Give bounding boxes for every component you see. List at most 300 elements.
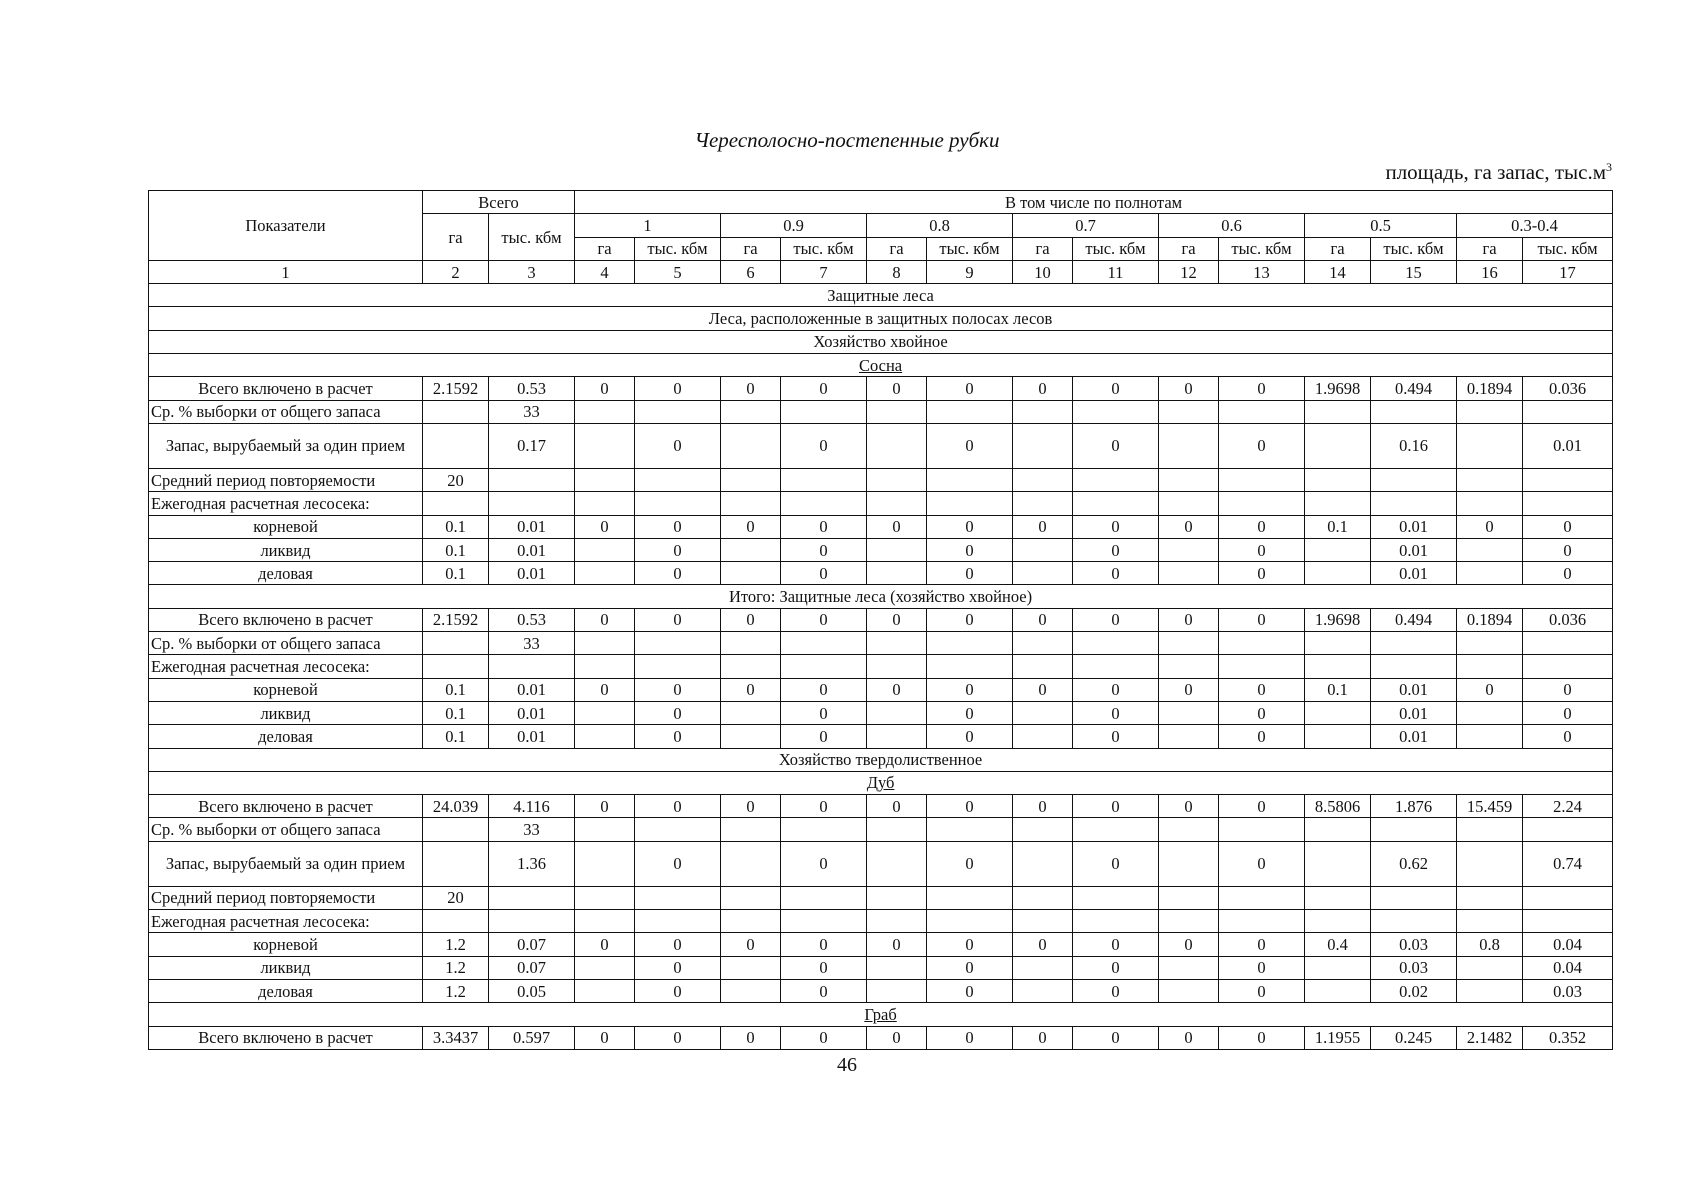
table-cell bbox=[1305, 979, 1371, 1002]
table-cell: 0 bbox=[1073, 841, 1159, 886]
table-cell bbox=[781, 818, 867, 841]
row-label: деловая bbox=[149, 562, 423, 585]
table-cell bbox=[1013, 818, 1073, 841]
table-cell: 0 bbox=[1523, 725, 1613, 748]
table-cell: 0 bbox=[721, 1026, 781, 1049]
section-title-text: Хозяйство твердолиственное bbox=[778, 750, 983, 770]
table-cell bbox=[1457, 492, 1523, 515]
table-cell bbox=[575, 492, 635, 515]
table-cell: 0.01 bbox=[489, 725, 575, 748]
table-cell bbox=[1371, 818, 1457, 841]
table-cell bbox=[575, 632, 635, 655]
table-cell bbox=[575, 423, 635, 468]
table-cell: 0 bbox=[867, 1026, 927, 1049]
table-row bbox=[149, 655, 1613, 678]
table-cell: 0.1 bbox=[423, 701, 489, 724]
table-cell: 0 bbox=[1219, 701, 1305, 724]
table-cell: 0.8 bbox=[1457, 933, 1523, 956]
column-number: 12 bbox=[1159, 260, 1219, 283]
row-label: Всего включено в расчет bbox=[149, 608, 423, 631]
table-cell: 1.9698 bbox=[1305, 608, 1371, 631]
table-cell: 0 bbox=[781, 725, 867, 748]
table-cell bbox=[1457, 400, 1523, 423]
table-row bbox=[149, 701, 1613, 724]
table-cell: 0 bbox=[927, 538, 1013, 561]
table-cell: 0.1894 bbox=[1457, 608, 1523, 631]
header-unit-ths: тыс. кбм bbox=[1219, 237, 1305, 260]
table-row bbox=[149, 795, 1613, 818]
table-cell bbox=[1305, 632, 1371, 655]
table-cell: 0 bbox=[1219, 841, 1305, 886]
table-cell: 0.01 bbox=[1371, 678, 1457, 701]
table-cell: 0.036 bbox=[1523, 608, 1613, 631]
table-cell bbox=[1159, 492, 1219, 515]
table-cell bbox=[575, 400, 635, 423]
table-cell: 0 bbox=[1219, 979, 1305, 1002]
table-cell: 0.01 bbox=[489, 515, 575, 538]
row-label: ликвид bbox=[149, 701, 423, 724]
header-unit-ths: тыс. кбм bbox=[1523, 237, 1613, 260]
table-cell bbox=[1013, 400, 1073, 423]
table-cell bbox=[1013, 725, 1073, 748]
table-cell: 0.1894 bbox=[1457, 377, 1523, 400]
table-cell bbox=[575, 956, 635, 979]
table-cell: 0 bbox=[1219, 1026, 1305, 1049]
table-cell: 0.16 bbox=[1371, 423, 1457, 468]
table-cell bbox=[927, 492, 1013, 515]
table-cell: 3.3437 bbox=[423, 1026, 489, 1049]
table-row bbox=[149, 933, 1613, 956]
table-cell bbox=[721, 400, 781, 423]
section-row bbox=[149, 585, 1613, 608]
row-label: ликвид bbox=[149, 538, 423, 561]
table-cell bbox=[1013, 492, 1073, 515]
table-cell bbox=[1013, 538, 1073, 561]
table-cell: 0 bbox=[1013, 608, 1073, 631]
table-cell: 0.1 bbox=[423, 515, 489, 538]
header-unit-ths: тыс. кбм bbox=[1073, 237, 1159, 260]
table-cell: 0 bbox=[635, 377, 721, 400]
table-cell: 15.459 bbox=[1457, 795, 1523, 818]
table-cell bbox=[1159, 818, 1219, 841]
table-cell: 0 bbox=[927, 979, 1013, 1002]
table-cell bbox=[1073, 818, 1159, 841]
table-cell bbox=[927, 655, 1013, 678]
table-cell: 0 bbox=[927, 515, 1013, 538]
table-cell bbox=[781, 655, 867, 678]
column-number: 17 bbox=[1523, 260, 1613, 283]
table-cell: 0.01 bbox=[1371, 725, 1457, 748]
table-cell: 0 bbox=[927, 795, 1013, 818]
table-row bbox=[149, 515, 1613, 538]
header-density: 0.9 bbox=[721, 214, 867, 237]
table-cell bbox=[1523, 400, 1613, 423]
row-label: Ежегодная расчетная лесосека: bbox=[149, 655, 423, 678]
table-cell bbox=[1159, 701, 1219, 724]
table-cell: 0 bbox=[867, 377, 927, 400]
table-cell: 0.01 bbox=[489, 701, 575, 724]
table-cell: 0 bbox=[927, 701, 1013, 724]
table-cell bbox=[927, 886, 1013, 909]
table-cell: 0 bbox=[575, 515, 635, 538]
table-cell bbox=[575, 468, 635, 491]
table-cell bbox=[1159, 562, 1219, 585]
table-cell bbox=[721, 886, 781, 909]
table-cell bbox=[1457, 655, 1523, 678]
row-label: корневой bbox=[149, 678, 423, 701]
table-cell bbox=[489, 655, 575, 678]
table-row bbox=[149, 538, 1613, 561]
table-cell bbox=[1305, 538, 1371, 561]
page-number: 46 bbox=[837, 1054, 857, 1076]
table-cell bbox=[635, 886, 721, 909]
row-label: Ежегодная расчетная лесосека: bbox=[149, 492, 423, 515]
table-cell: 0 bbox=[1013, 678, 1073, 701]
table-cell: 33 bbox=[489, 818, 575, 841]
section-row bbox=[149, 771, 1613, 794]
table-row bbox=[149, 678, 1613, 701]
table-cell bbox=[1013, 886, 1073, 909]
table-cell bbox=[1159, 841, 1219, 886]
table-cell: 0 bbox=[781, 377, 867, 400]
header-density: 1 bbox=[575, 214, 721, 237]
table-cell bbox=[423, 423, 489, 468]
column-number: 6 bbox=[721, 260, 781, 283]
table-row bbox=[149, 886, 1613, 909]
table-cell bbox=[781, 886, 867, 909]
table-cell: 0 bbox=[1073, 795, 1159, 818]
table-cell: 0 bbox=[1073, 1026, 1159, 1049]
table-cell bbox=[721, 655, 781, 678]
column-number: 15 bbox=[1371, 260, 1457, 283]
table-cell bbox=[1457, 956, 1523, 979]
table-cell: 24.039 bbox=[423, 795, 489, 818]
table-cell bbox=[1371, 655, 1457, 678]
table-cell: 0 bbox=[1073, 377, 1159, 400]
section-row bbox=[149, 330, 1613, 353]
table-cell bbox=[1305, 423, 1371, 468]
table-cell bbox=[721, 492, 781, 515]
table-cell bbox=[1457, 910, 1523, 933]
table-cell: 0 bbox=[781, 562, 867, 585]
table-row bbox=[149, 608, 1613, 631]
table-cell: 0 bbox=[867, 795, 927, 818]
table-cell bbox=[1371, 886, 1457, 909]
table-cell bbox=[1305, 910, 1371, 933]
table-row bbox=[149, 632, 1613, 655]
table-cell bbox=[1371, 468, 1457, 491]
table-cell: 0 bbox=[1523, 562, 1613, 585]
table-cell bbox=[1013, 979, 1073, 1002]
table-cell bbox=[1073, 886, 1159, 909]
table-cell: 0.07 bbox=[489, 956, 575, 979]
table-cell: 0 bbox=[1159, 608, 1219, 631]
table-cell bbox=[867, 818, 927, 841]
table-cell bbox=[423, 400, 489, 423]
table-cell bbox=[489, 492, 575, 515]
table-cell: 0 bbox=[1219, 608, 1305, 631]
table-cell bbox=[423, 655, 489, 678]
section-title bbox=[149, 354, 1613, 377]
table-cell bbox=[1305, 841, 1371, 886]
table-cell bbox=[1457, 701, 1523, 724]
table-cell: 0 bbox=[1013, 933, 1073, 956]
table-cell bbox=[927, 818, 1013, 841]
table-cell: 0 bbox=[721, 608, 781, 631]
table-cell: 0 bbox=[781, 1026, 867, 1049]
table-cell: 1.2 bbox=[423, 956, 489, 979]
table-cell: 0 bbox=[1523, 515, 1613, 538]
column-number: 16 bbox=[1457, 260, 1523, 283]
table-cell: 0 bbox=[1073, 423, 1159, 468]
table-cell bbox=[867, 910, 927, 933]
page-title: Чересполосно-постепенные рубки bbox=[694, 128, 1000, 152]
table-cell bbox=[1219, 655, 1305, 678]
table-cell: 0 bbox=[1159, 1026, 1219, 1049]
table-cell bbox=[867, 562, 927, 585]
table-cell bbox=[575, 818, 635, 841]
row-label: Ср. % выборки от общего запаса bbox=[149, 818, 423, 841]
table-cell bbox=[721, 562, 781, 585]
table-cell: 0 bbox=[781, 701, 867, 724]
row-label: Запас, вырубаемый за один прием bbox=[149, 841, 423, 886]
table-row bbox=[149, 818, 1613, 841]
section-title bbox=[149, 307, 1613, 330]
table-cell bbox=[635, 632, 721, 655]
table-cell: 0 bbox=[781, 538, 867, 561]
table-cell bbox=[489, 886, 575, 909]
section-row bbox=[149, 284, 1613, 307]
row-label: Запас, вырубаемый за один прием bbox=[149, 423, 423, 468]
table-cell: 0 bbox=[1219, 538, 1305, 561]
section-title-text: Защитные леса bbox=[827, 285, 934, 305]
table-row bbox=[149, 468, 1613, 491]
table-cell: 0.597 bbox=[489, 1026, 575, 1049]
column-number: 10 bbox=[1013, 260, 1073, 283]
table-cell bbox=[1219, 886, 1305, 909]
table-cell: 0 bbox=[635, 795, 721, 818]
table-cell: 2.1592 bbox=[423, 608, 489, 631]
table-cell: 0.036 bbox=[1523, 377, 1613, 400]
table-cell bbox=[927, 468, 1013, 491]
table-cell: 0.1 bbox=[423, 725, 489, 748]
table-cell bbox=[1013, 655, 1073, 678]
table-cell: 0 bbox=[1523, 538, 1613, 561]
table-cell bbox=[1159, 655, 1219, 678]
table-cell bbox=[1457, 886, 1523, 909]
table-cell: 0 bbox=[927, 377, 1013, 400]
units-text: площадь, га запас, тыс.м bbox=[1385, 160, 1606, 184]
table-cell: 0 bbox=[781, 841, 867, 886]
table-cell: 33 bbox=[489, 632, 575, 655]
table-cell: 0.17 bbox=[489, 423, 575, 468]
table-cell bbox=[721, 979, 781, 1002]
table-cell bbox=[867, 655, 927, 678]
table-cell bbox=[721, 538, 781, 561]
header-unit-ha: га bbox=[721, 237, 781, 260]
table-cell: 0 bbox=[927, 933, 1013, 956]
header-unit-ha: га bbox=[1159, 237, 1219, 260]
table-cell bbox=[1013, 701, 1073, 724]
table-cell bbox=[635, 818, 721, 841]
table-cell bbox=[489, 468, 575, 491]
table-cell bbox=[721, 632, 781, 655]
table-cell: 0 bbox=[1073, 678, 1159, 701]
table-cell: 0.494 bbox=[1371, 377, 1457, 400]
column-number: 2 bbox=[423, 260, 489, 283]
table-cell: 0 bbox=[1219, 562, 1305, 585]
table-cell bbox=[1523, 468, 1613, 491]
table-cell bbox=[635, 492, 721, 515]
table-cell: 0 bbox=[635, 562, 721, 585]
table-cell bbox=[1219, 492, 1305, 515]
row-label: корневой bbox=[149, 515, 423, 538]
table-cell: 0.01 bbox=[1523, 423, 1613, 468]
header-including: В том числе по полнотам bbox=[575, 191, 1613, 214]
table-cell bbox=[721, 468, 781, 491]
header-unit-ha: га bbox=[1013, 237, 1073, 260]
table-cell bbox=[781, 632, 867, 655]
table-cell bbox=[867, 423, 927, 468]
table-cell: 0.245 bbox=[1371, 1026, 1457, 1049]
table-cell bbox=[1013, 956, 1073, 979]
table-cell: 0 bbox=[1013, 795, 1073, 818]
table-cell bbox=[721, 725, 781, 748]
table-cell bbox=[867, 538, 927, 561]
table-cell: 0 bbox=[1457, 678, 1523, 701]
table-cell: 0 bbox=[635, 841, 721, 886]
table-cell: 0 bbox=[1457, 515, 1523, 538]
table-cell bbox=[1523, 632, 1613, 655]
table-cell bbox=[1371, 632, 1457, 655]
table-cell bbox=[1523, 910, 1613, 933]
table-cell: 0.03 bbox=[1523, 979, 1613, 1002]
column-number: 7 bbox=[781, 260, 867, 283]
table-cell bbox=[1219, 632, 1305, 655]
table-cell bbox=[867, 841, 927, 886]
header-density: 0.6 bbox=[1159, 214, 1305, 237]
table-cell: 0.62 bbox=[1371, 841, 1457, 886]
column-number: 9 bbox=[927, 260, 1013, 283]
table-cell: 0 bbox=[867, 933, 927, 956]
table-cell: 0.04 bbox=[1523, 933, 1613, 956]
table-cell bbox=[1013, 632, 1073, 655]
table-cell bbox=[867, 725, 927, 748]
section-title-text: Леса, расположенные в защитных полосах лесов bbox=[708, 309, 1053, 329]
table-cell bbox=[781, 468, 867, 491]
table-cell: 4.116 bbox=[489, 795, 575, 818]
table-row bbox=[149, 400, 1613, 423]
table-cell bbox=[1159, 468, 1219, 491]
table-cell bbox=[1371, 910, 1457, 933]
table-cell: 0 bbox=[867, 678, 927, 701]
table-cell: 0.53 bbox=[489, 377, 575, 400]
table-cell bbox=[1219, 468, 1305, 491]
table-cell bbox=[1159, 423, 1219, 468]
table-row bbox=[149, 979, 1613, 1002]
header-density: 0.7 bbox=[1013, 214, 1159, 237]
table-cell: 0.1 bbox=[1305, 678, 1371, 701]
table-cell bbox=[1457, 468, 1523, 491]
header-total-ha: га bbox=[423, 214, 489, 261]
table-cell: 0 bbox=[927, 1026, 1013, 1049]
table-cell: 0 bbox=[635, 725, 721, 748]
table-cell bbox=[1305, 400, 1371, 423]
section-row bbox=[149, 354, 1613, 377]
table-cell: 20 bbox=[423, 468, 489, 491]
column-number: 8 bbox=[867, 260, 927, 283]
table-cell: 0 bbox=[781, 608, 867, 631]
table-row bbox=[149, 725, 1613, 748]
units-superscript: 3 bbox=[1606, 160, 1612, 174]
table-cell bbox=[575, 886, 635, 909]
table-cell bbox=[867, 468, 927, 491]
table-cell: 0.74 bbox=[1523, 841, 1613, 886]
table-cell: 2.24 bbox=[1523, 795, 1613, 818]
table-cell: 1.2 bbox=[423, 979, 489, 1002]
table-cell bbox=[867, 979, 927, 1002]
table-cell bbox=[1073, 468, 1159, 491]
table-cell: 0 bbox=[927, 608, 1013, 631]
table-cell: 0 bbox=[867, 608, 927, 631]
table-cell: 0 bbox=[635, 1026, 721, 1049]
column-number: 4 bbox=[575, 260, 635, 283]
table-cell bbox=[1523, 818, 1613, 841]
header-density: 0.8 bbox=[867, 214, 1013, 237]
table-cell: 0.01 bbox=[489, 678, 575, 701]
table-cell bbox=[1371, 400, 1457, 423]
table-cell: 0 bbox=[635, 979, 721, 1002]
table-cell: 0.07 bbox=[489, 933, 575, 956]
table-cell: 0 bbox=[721, 678, 781, 701]
table-cell bbox=[867, 632, 927, 655]
header-density: 0.5 bbox=[1305, 214, 1457, 237]
header-total: Всего bbox=[423, 191, 575, 214]
table-cell: 0 bbox=[781, 933, 867, 956]
table-cell bbox=[635, 468, 721, 491]
table-row bbox=[149, 562, 1613, 585]
section-title bbox=[149, 330, 1613, 353]
table-row bbox=[149, 423, 1613, 468]
table-cell: 0 bbox=[1013, 377, 1073, 400]
table-cell: 0 bbox=[927, 562, 1013, 585]
table-cell: 0.01 bbox=[1371, 562, 1457, 585]
table-cell: 0.05 bbox=[489, 979, 575, 1002]
table-row bbox=[149, 841, 1613, 886]
table-cell: 0 bbox=[1159, 515, 1219, 538]
table-cell bbox=[575, 979, 635, 1002]
row-label: Средний период повторяемости bbox=[149, 886, 423, 909]
cutting-table bbox=[148, 190, 1613, 1050]
table-cell: 0 bbox=[1159, 678, 1219, 701]
header-unit-ha: га bbox=[1305, 237, 1371, 260]
table-cell: 1.9698 bbox=[1305, 377, 1371, 400]
header-density: 0.3-0.4 bbox=[1457, 214, 1613, 237]
table-cell: 0 bbox=[575, 795, 635, 818]
table-cell: 0 bbox=[1013, 515, 1073, 538]
table-cell bbox=[1305, 886, 1371, 909]
table-cell bbox=[721, 841, 781, 886]
table-cell bbox=[1305, 701, 1371, 724]
table-cell: 0 bbox=[1073, 933, 1159, 956]
table-cell bbox=[1159, 400, 1219, 423]
table-cell: 0 bbox=[575, 608, 635, 631]
table-cell: 0.53 bbox=[489, 608, 575, 631]
table-body bbox=[149, 284, 1613, 1050]
table-cell bbox=[423, 910, 489, 933]
table-cell bbox=[867, 886, 927, 909]
section-title-text: Хозяйство хвойное bbox=[813, 332, 948, 352]
